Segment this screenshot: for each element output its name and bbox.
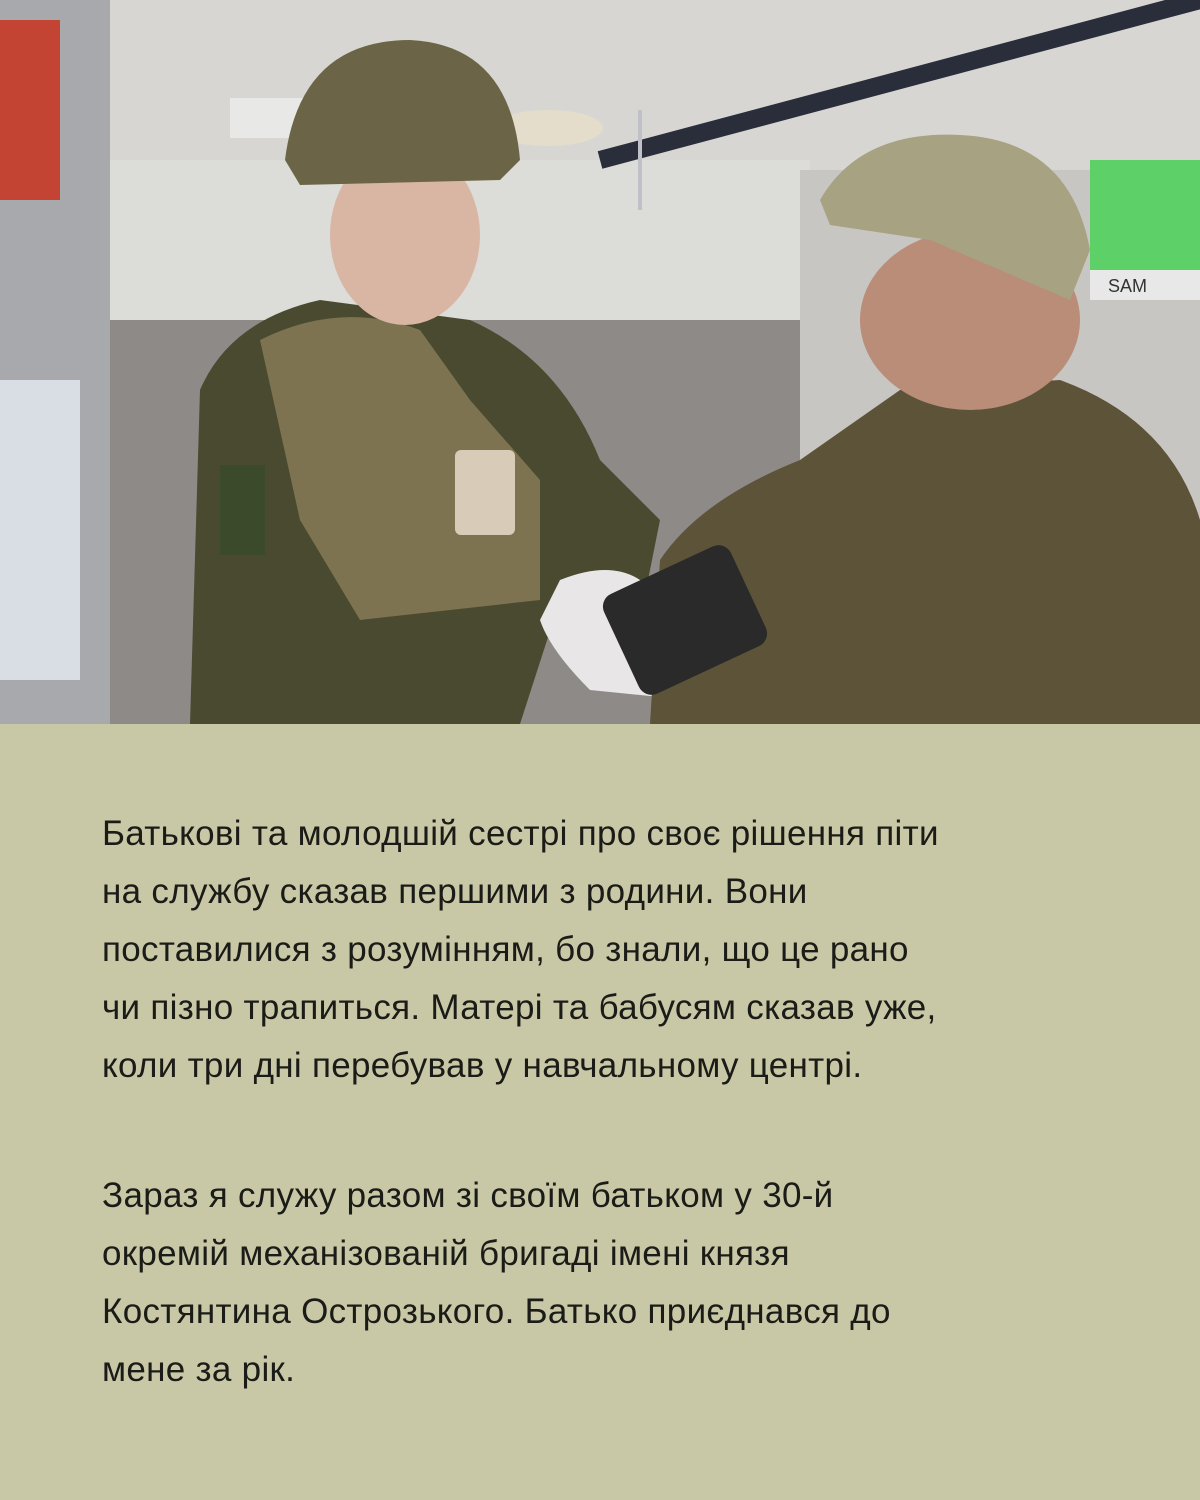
text-line: Батькові та молодшій сестрі про своє рішення піти — [102, 814, 939, 853]
hero-photo — [0, 0, 1200, 724]
red-bag — [0, 20, 60, 200]
text-line: на службу сказав першими з родини. Вони — [102, 872, 808, 911]
text-line: поставилися з розумінням, бо знали, що це рано — [102, 930, 909, 969]
paragraph-family-news — [102, 805, 1112, 1095]
sam-label: SAM — [1108, 276, 1148, 296]
text-line: окремій механізованій бригаді імені князя — [102, 1234, 790, 1273]
text-line: мене за рік. — [102, 1350, 296, 1389]
text-line: Костянтина Острозького. Батько приєднався до — [102, 1292, 891, 1331]
text-panel — [0, 724, 1200, 1500]
text-line: Зараз я служу разом зі своїм батьком у 30-й — [102, 1176, 834, 1215]
shoulder-patch — [220, 465, 265, 555]
text-line: коли три дні перебував у навчальному центрі. — [102, 1046, 863, 1085]
paragraph-service-with-father — [102, 1167, 1112, 1399]
text-line: чи пізно трапиться. Матері та бабусям сказав уже, — [102, 988, 937, 1027]
